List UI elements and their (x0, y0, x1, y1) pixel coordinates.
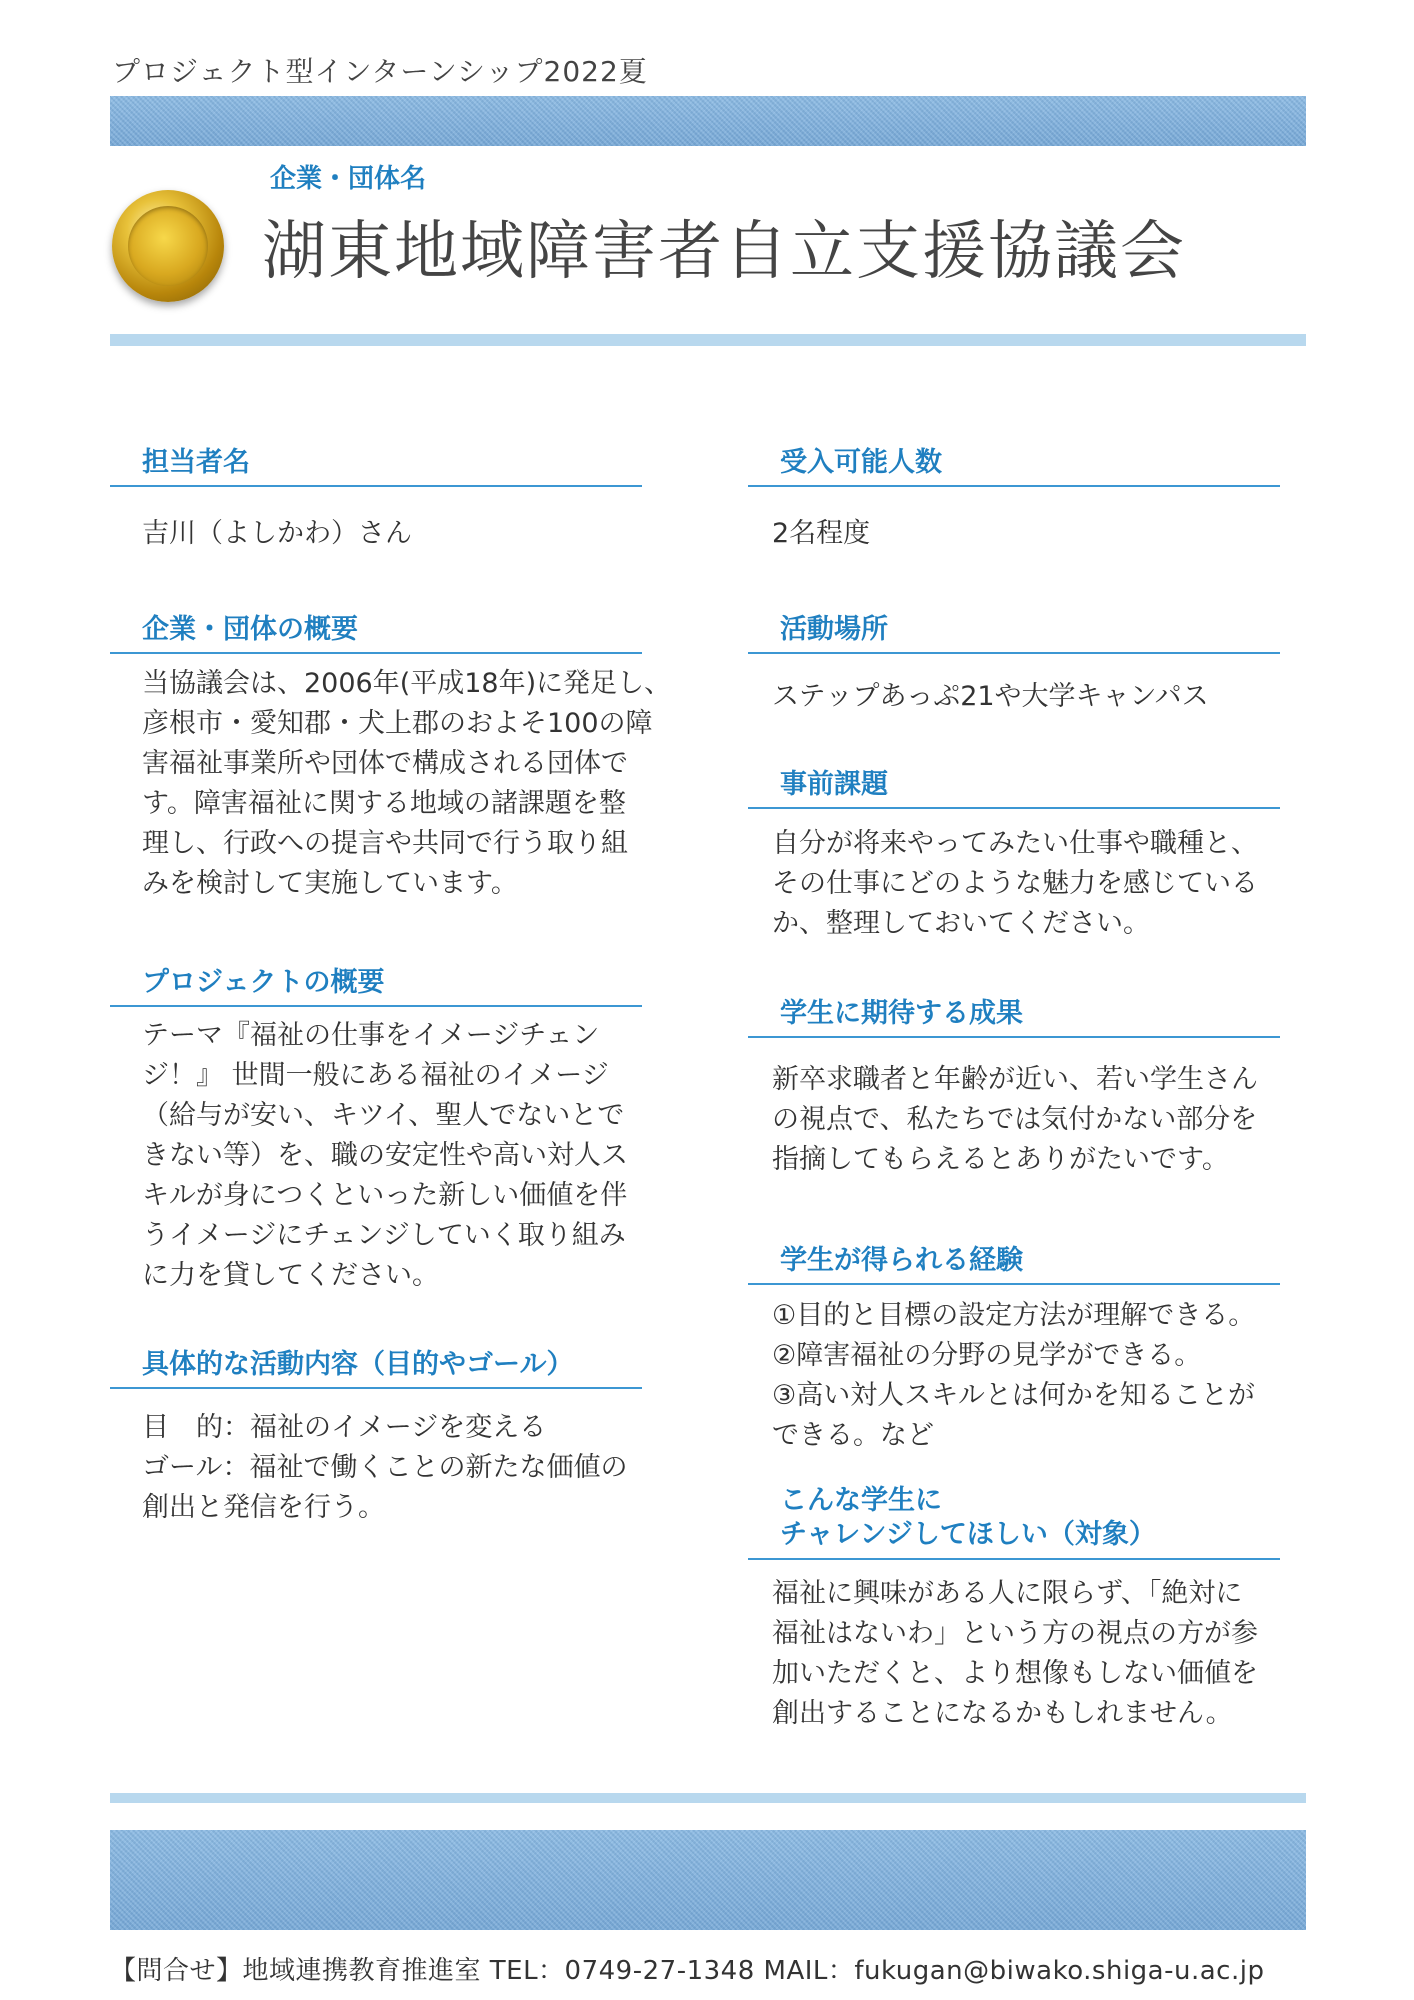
program-label: プロジェクト型インターンシップ2022夏 (112, 55, 648, 88)
section-title-activity: 具体的な活動内容（目的やゴール） (110, 1342, 642, 1389)
project-overview-body: テーマ『福祉の仕事をイメージチェン ジ！』 世間一般にある福祉のイメージ （給与が安い、キツイ、聖人でないとで きない等）を、職の安定性や高い対人ス キルが身につくといった新しい価値を伴 うイメージにチェンジしていく取り組み に力を貸してください。 (142, 1020, 628, 1291)
capacity-body: 2名程度 (772, 518, 871, 549)
section-title-capacity: 受入可能人数 (748, 440, 1280, 487)
gold-medal-icon (112, 190, 224, 302)
contact-person-body: 吉川（よしかわ）さん (142, 518, 412, 549)
section-title-project-overview: プロジェクトの概要 (110, 960, 642, 1007)
target-body: 福祉に興味がある人に限らず、「絶対に 福祉はないわ」という方の視点の方が参 加いただくと、より想像もしない価値を 創出することになるかもしれません。 (772, 1578, 1258, 1729)
footer-denim-band (110, 1830, 1306, 1930)
footer-contact: 【問合せ】地域連携教育推進室 TEL：0749-27-1348 MAIL：fukugan@biwako.shiga-u.ac.jp (110, 1956, 1265, 1986)
section-title-org-overview: 企業・団体の概要 (110, 607, 642, 654)
footer-divider (110, 1793, 1306, 1803)
org-caption: 企業・団体名 (270, 164, 427, 194)
org-name: 湖東地域障害者自立支援協議会 (262, 215, 1186, 289)
pre-task-body: 自分が将来やってみたい仕事や職種と、 その仕事にどのような魅力を感じている か、整理しておいてください。 (772, 828, 1258, 939)
org-overview-body: 当協議会は、2006年(平成18年)に発足し、 彦根市・愛知郡・犬上郡のおよそ100の障 害福祉事業所や団体で構成される団体で す。障害福祉に関する地域の諸課題を整 理し、行政への提言や共同で行う取り組 みを検討して実施しています。 (142, 668, 672, 899)
section-title-experience: 学生が得られる経験 (748, 1238, 1280, 1285)
section-title-location: 活動場所 (748, 607, 1280, 654)
section-title-contact-person: 担当者名 (110, 440, 642, 487)
experience-body: ①目的と目標の設定方法が理解できる。 ②障害福祉の分野の見学ができる。 ③高い対人スキルとは何かを知ることが できる。など (772, 1300, 1256, 1451)
header-divider (110, 334, 1306, 346)
header-denim-band (110, 96, 1306, 146)
location-body: ステップあっぷ21や大学キャンパス (772, 681, 1209, 712)
section-title-expected-results: 学生に期待する成果 (748, 991, 1280, 1038)
section-title-target: こんな学生に チャレンジしてほしい（対象） (748, 1484, 1280, 1560)
section-title-pre-task: 事前課題 (748, 762, 1280, 809)
expected-results-body: 新卒求職者と年齢が近い、若い学生さん の視点で、私たちでは気付かない部分を 指摘してもらえるとありがたいです。 (772, 1064, 1258, 1175)
activity-body: 目 的：福祉のイメージを変える ゴール：福祉で働くことの新たな価値の 創出と発信を行う。 (142, 1412, 628, 1523)
